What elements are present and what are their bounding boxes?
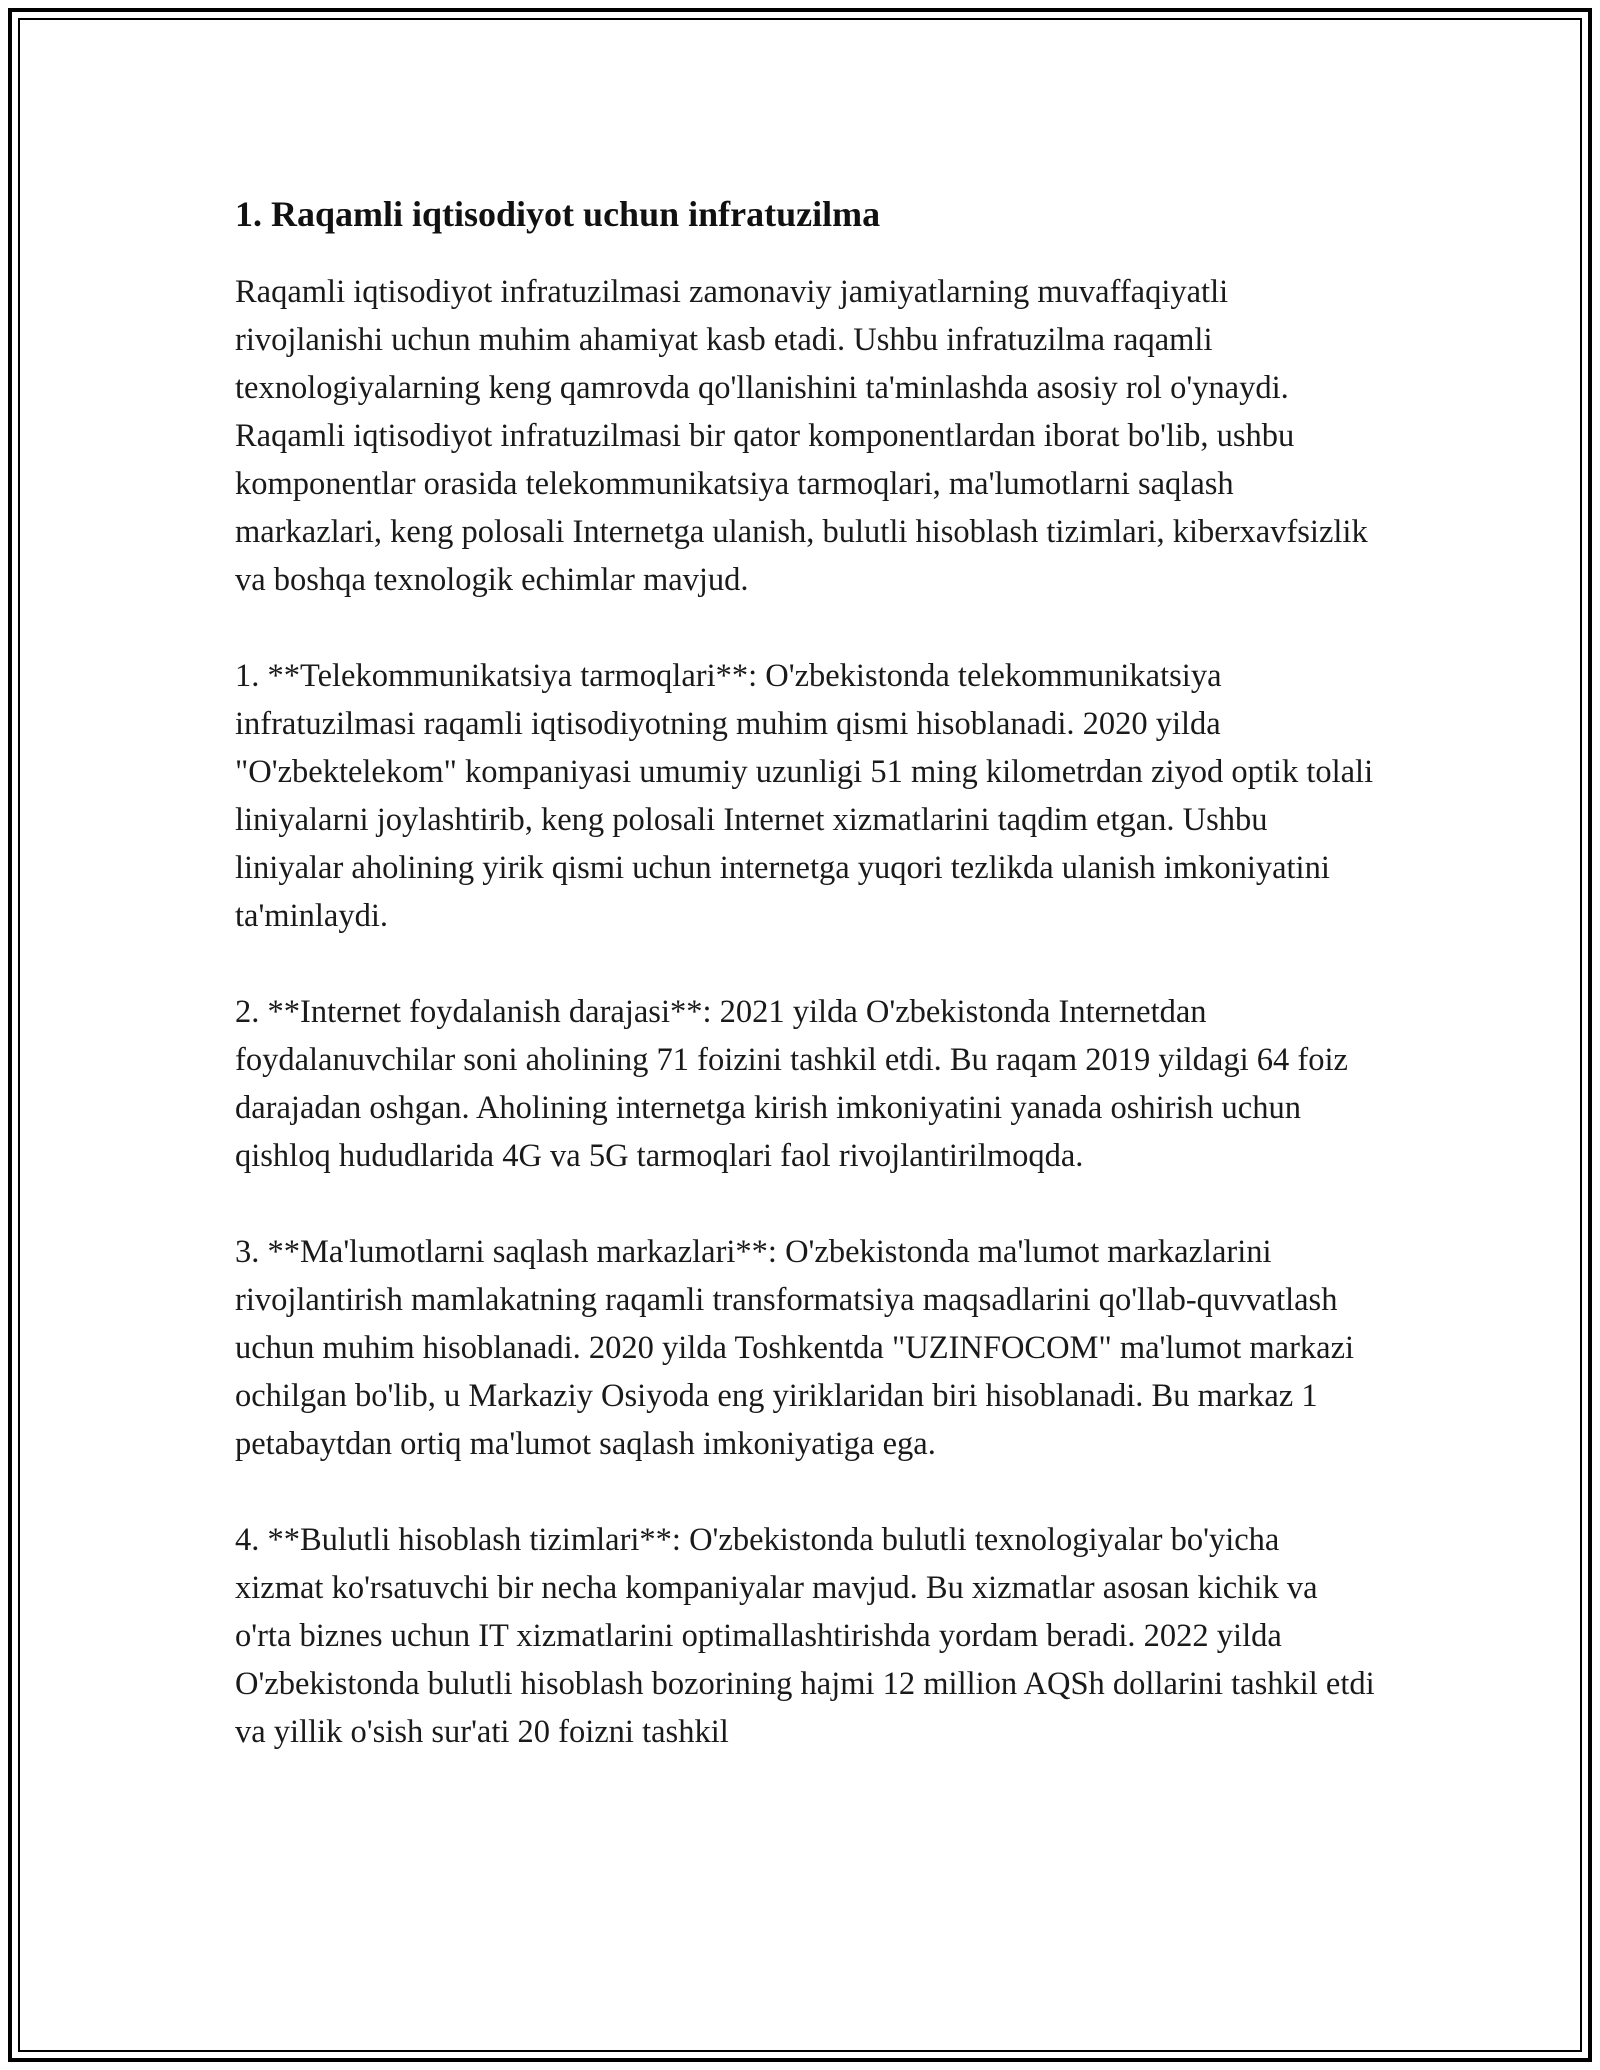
intro-paragraph: Raqamli iqtisodiyot infratuzilmasi zamonaviy jamiyatlarning muvaffaqiyatli rivojlanishi uchun muhim ahamiyat kasb etadi. Ushbu infratuzilma raqamli texnologiyalarning keng qamrovda qo'llanishini ta'minlashda asosiy rol o'ynaydi. Raqamli iqtisodiyot infratuzilmasi bir qator komponentlardan iborat bo'lib, ushbu komponentlar orasida telekommunikatsiya tarmoqlari, ma'lumotlarni saqlash markazlari, keng polosali Internetga ulanish, bulutli hisoblash tizimlari, kiberxavfsizlik va boshqa texnologik echimlar mavjud. xyxy=(235,274,1368,598)
section-heading: 1. Raqamli iqtisodiyot uchun infratuzilma xyxy=(235,194,881,234)
item-telecom-paragraph: 1. **Telekommunikatsiya tarmoqlari**: O'zbekistonda telekommunikatsiya infratuzilmasi raqamli iqtisodiyotning muhim qismi hisoblanadi. 2020 yilda "O'zbektelekom" kompaniyasi umumiy uzunligi 51 ming kilometrdan ziyod optik tolali liniyalarni joylashtirib, keng polosali Internet xizmatlarini taqdim etgan. Ushbu liniyalar aholining yirik qismi uchun internetga yuqori tezlikda ulanish imkoniyatini ta'minlaydi. xyxy=(235,658,1374,934)
item-data-centers-paragraph: 3. **Ma'lumotlarni saqlash markazlari**: O'zbekistonda ma'lumot markazlarini rivojlantirish mamlakatning raqamli transformatsiya maqsadlarini qo'llab-quvvatlash uchun muhim hisoblanadi. 2020 yilda Toshkentda "UZINFOCOM" ma'lumot markazi ochilgan bo'lib, u Markaziy Osiyoda eng yiriklaridan biri hisoblanadi. Bu markaz 1 petabaytdan ortiq ma'lumot saqlash imkoniyatiga ega. xyxy=(235,1234,1355,1462)
item-cloud-computing-paragraph: 4. **Bulutli hisoblash tizimlari**: O'zbekistonda bulutli texnologiyalar bo'yicha xizmat ko'rsatuvchi bir necha kompaniyalar mavjud. Bu xizmatlar asosan kichik va o'rta biznes uchun IT xizmatlarini optimallashtirishda yordam beradi. 2022 yilda O'zbekistonda bulutli hisoblash bozorining hajmi 12 million AQSh dollarini tashkil etdi va yillik o'sish sur'ati 20 foizni tashkil xyxy=(235,1522,1375,1750)
item-internet-usage-paragraph: 2. **Internet foydalanish darajasi**: 2021 yilda O'zbekistonda Internetdan foydalanuvchilar soni aholining 71 foizini tashkil etdi. Bu raqam 2019 yildagi 64 foiz darajadan oshgan. Aholining internetga kirish imkoniyatini yanada oshirish uchun qishloq hududlarida 4G va 5G tarmoqlari faol rivojlantirilmoqda. xyxy=(235,994,1348,1174)
document-body xyxy=(235,190,1375,1804)
